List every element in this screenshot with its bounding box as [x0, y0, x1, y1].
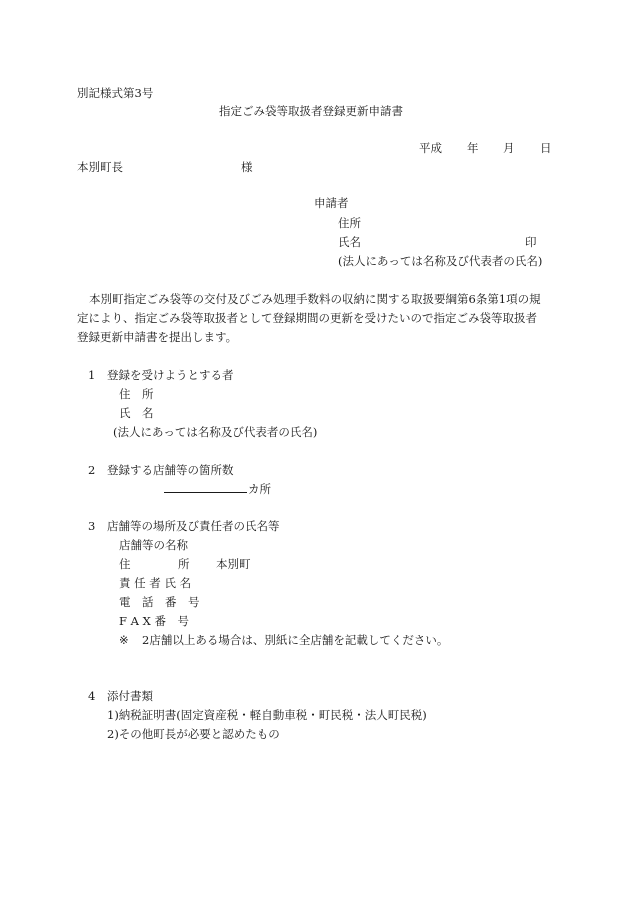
applicant-note: (法人にあっては名称及び代表者の氏名) — [338, 254, 543, 268]
section1-name-label: 氏 名 — [119, 406, 154, 420]
applicant-label: 申請者 — [314, 196, 349, 210]
form-number: 別記様式第3号 — [77, 86, 154, 100]
date-year: 年 — [467, 141, 479, 155]
section2-number: 2 — [88, 463, 96, 477]
form-title: 指定ごみ袋等取扱者登録更新申請書 — [219, 104, 403, 118]
applicant-address-label: 住所 — [338, 216, 361, 230]
section2-heading: 登録する店舗等の箇所数 — [107, 463, 234, 477]
section1-heading: 登録を受けようとする者 — [107, 368, 234, 382]
section1-number: 1 — [88, 368, 96, 382]
section4-heading: 添付書類 — [107, 689, 153, 703]
body-line-2: 定により、指定ごみ袋等取扱者として登録期間の更新を受けたいので指定ごみ袋等取扱者 — [77, 311, 537, 325]
phone-number-label: 電 話 番 号 — [119, 595, 200, 609]
section3-number: 3 — [88, 519, 96, 533]
section3-note: 2店舗以上ある場合は、別紙に全店舗を記載してください。 — [142, 633, 449, 647]
addressee-honorific: 様 — [241, 160, 253, 174]
store-count-blank — [164, 492, 247, 493]
section3-heading: 店舗等の場所及び責任者の氏名等 — [107, 519, 280, 533]
seal-mark: 印 — [525, 235, 537, 249]
body-line-3: 登録更新申請書を提出します。 — [77, 330, 238, 344]
attachment-item-1: 1)納税証明書(固定資産税・軽自動車税・町民税・法人町民税) — [107, 708, 427, 722]
date-era: 平成 — [419, 141, 442, 155]
section4-number: 4 — [88, 689, 96, 703]
attachment-item-2: 2)その他町長が必要と認めたもの — [107, 727, 280, 741]
store-name-label: 店舗等の名称 — [119, 538, 188, 552]
section1-note: (法人にあっては名称及び代表者の氏名) — [113, 425, 318, 439]
store-location-value: 本別町 — [216, 557, 251, 571]
store-location-label-b: 所 — [178, 557, 190, 571]
applicant-name-label: 氏名 — [338, 235, 361, 249]
date-day: 日 — [540, 141, 552, 155]
store-count-unit: カ所 — [248, 482, 271, 496]
note-mark: ※ — [119, 633, 129, 647]
body-line-1: 本別町指定ごみ袋等の交付及びごみ処理手数料の収納に関する取扱要綱第6条第1項の規 — [89, 292, 541, 306]
fax-number-label: F A X 番 号 — [119, 614, 189, 628]
section1-address-label: 住 所 — [119, 387, 154, 401]
store-location-label-a: 住 — [119, 557, 131, 571]
manager-name-label: 責 任 者 氏 名 — [119, 576, 192, 590]
date-month: 月 — [503, 141, 515, 155]
addressee-name: 本別町長 — [77, 160, 123, 174]
